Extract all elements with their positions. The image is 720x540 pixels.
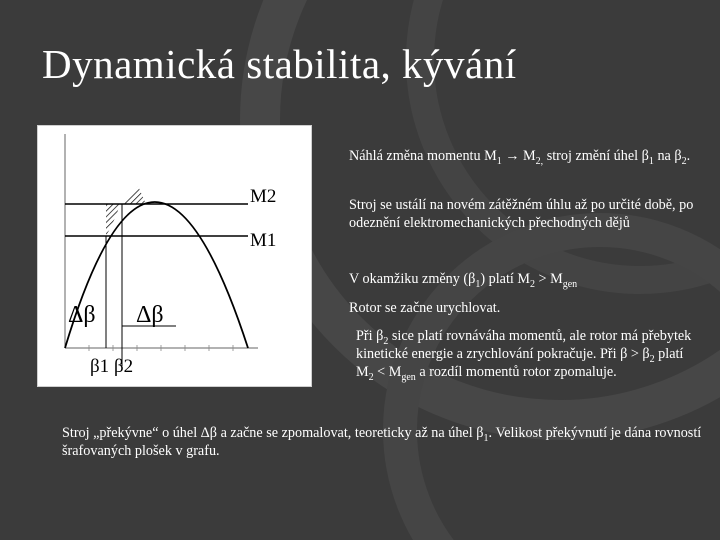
paragraph-settling: Stroj se ustálí na novém zátěžném úhlu až po určité době, po odeznění elektromechanických přechodných dějů — [349, 197, 694, 231]
label-delta-beta-left: Δβ — [68, 302, 96, 328]
label-m1: M1 — [250, 230, 277, 251]
label-m2: M2 — [250, 186, 277, 207]
label-beta2: β2 — [114, 356, 134, 377]
hatched-area-deceleration — [122, 186, 146, 204]
label-delta-beta-right: Δβ — [136, 302, 164, 328]
power-angle-figure — [37, 125, 312, 387]
paragraph-overswing: Stroj „překývne“ o úhel Δβ a začne se zpomalovat, teoreticky až na úhel $\beta_1$. Velikost překývnutí je dána rovností šrafovaných plošek v grafu. — [62, 425, 702, 459]
paragraph-moment-of-change: V okamžiku změny $(\beta_1)$ platí $M_2 > M_{gen}$ — [349, 271, 578, 290]
label-beta1: β1 — [90, 356, 110, 377]
slide-title: Dynamická stabilita, kývání — [42, 41, 517, 87]
paragraph-rotor-accelerates: Rotor se začne urychlovat. — [349, 300, 501, 316]
paragraph-torque-change: Náhlá změna momentu $M_1 \to M_{2,}$ stroj změní úhel $\beta_1$ na $\beta_2$. — [349, 148, 691, 167]
paragraph-kinetic-energy: Při $\beta_2$ sice platí rovnáváha momentů, ale rotor má přebytek kinetické energie a zrychlování pokračuje. Při $\beta > \beta_2$ platí $M_2 < M_{gen}$ a rozdíl momentů rotor zpomaluje. — [356, 328, 692, 383]
hatched-area-acceleration — [106, 204, 120, 236]
